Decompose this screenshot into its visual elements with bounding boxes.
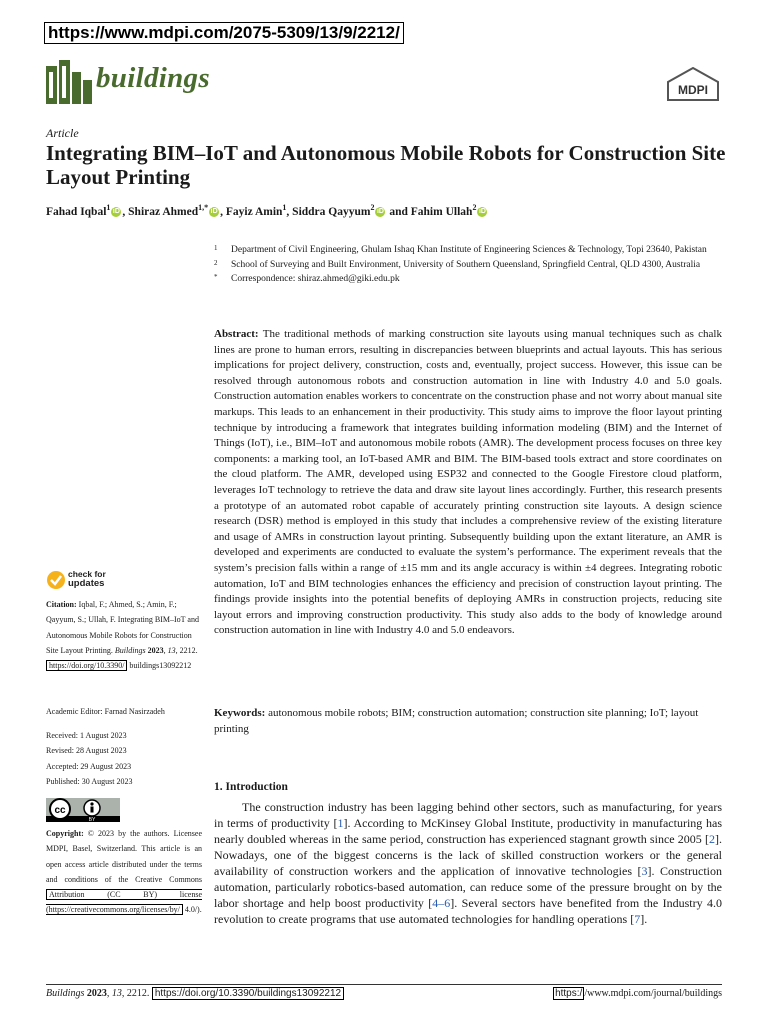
mdpi-logo-icon	[666, 67, 720, 101]
author-name: Fayiz Amin	[225, 205, 283, 218]
intro-text-segment: ]. According to McKinsey Global Institute, productivity in manufacturing has nearly doubled whereas in the same period, construction has experienced stagnant growth since 2005 [	[214, 816, 722, 846]
reference-link[interactable]: 3	[641, 864, 648, 878]
abstract-text: The traditional methods of marking construction site layouts using manual techniques such as chalk lines are prone to human errors, resulting in discrepancies between blueprints and actual layouts. This has serious implications for project delivery, construction, costs and, eventually, project success. However, this issue can be resolved through autonomous robots and construction automation in line with Industry 4.0 and 5.0 goals. Construction automation enables workers to concentrate on the construction phase and not worry about manual site markups. This leads to an enhancement in their productivity. This study aims to improve the floor layout printing technique by introducing a framework that integrates building information modeling (BIM) and the Internet of Things (IoT), i.e., BIM–IoT and autonomous mobile robots (AMR). The development process focuses on three key components: a marking tool, an IoT-based AMR and BIM. The BIM-based tools extract and store coordinates on the cloud platform. The AMR, developed using ESP32 and connected to the Google Firestore cloud platform, leverages IoT technology to retrieve the data and draw site layout lines accordingly. Further, this research presents a prototype of an automated robot capable of accurately printing construction site layouts. A design science research (DSR) method is employed in this study that includes a comprehensive review of the existing literature and usage of AMRs in construction layout printing. Subsequently building upon the extant literature, an AMR is developed and experiments are conducted to evaluate the system’s performance. The experiment reveals that the system’s precision falls within a range of ±15 mm and its angle accuracy is within ±4 degrees. Integrating robotic automation, IoT and BIM technologies enhances the efficiency and precision of construction layout printing. The findings provide insights into the potential benefits of deploying AMRs in construction projects, reducing site layout errors and improving construction productivity. This study also adds to the body of knowledge around construction automation in line with Industry 4.0 and 5.0 endeavors.	[214, 328, 722, 637]
author-separator: ,	[220, 205, 226, 218]
footer-doi-link[interactable]: https://doi.org/10.3390/buildings13092212	[152, 987, 344, 1000]
footer-year: 2023	[86, 988, 107, 999]
orcid-icon[interactable]: iD	[478, 208, 486, 216]
badge-line-1: check for	[68, 569, 106, 579]
orcid-icon[interactable]: iD	[376, 208, 384, 216]
date-item: Accepted: 29 August 2023	[46, 761, 132, 771]
citation-label: Citation:	[46, 600, 77, 609]
author-separator: ,	[122, 205, 129, 218]
citation-doi-suffix: buildings13092212	[129, 661, 192, 671]
citation-text: Iqbal, F.; Ahmed, S.; Amin, F.; Qayyum, S.; Ullah, F. Integrating BIM–IoT and Autonomous Mobile Robots for Construction Site Layout Printing.	[46, 600, 199, 655]
affiliation-item	[214, 259, 720, 272]
footer-citation: Buildings 2023, 13, 2212. https://doi.org/10.3390/buildings13092212	[46, 988, 344, 999]
affiliation-text: Correspondence: shiraz.ahmed@giki.edu.pk	[231, 274, 400, 284]
buildings-logo-icon	[46, 58, 92, 104]
copyright-tail: 4.0/).	[184, 905, 202, 915]
abstract-label: Abstract:	[214, 328, 259, 340]
footer-url-rest: /www.mdpi.com/journal/buildings	[584, 988, 722, 999]
keywords-label: Keywords:	[214, 707, 266, 719]
journal-name: buildings	[96, 62, 210, 94]
affiliations	[214, 244, 720, 288]
footer-article-no: , 2212.	[121, 988, 150, 999]
date-item: Received: 1 August 2023	[46, 731, 127, 740]
author-list	[46, 203, 488, 218]
reference-link[interactable]: 4–6	[432, 896, 451, 910]
citation-block: Citation: Iqbal, F.; Ahmed, S.; Amin, F.; Qayyum, S.; Ullah, F. Integrating BIM–IoT and Autonomous Mobile Robots for Construction Site Layout Printing. Buildings 2023, 13, 2212. https://doi.org/10.3390/ buildings13092212	[46, 600, 199, 671]
abstract	[214, 327, 722, 639]
author-separator: ,	[286, 205, 293, 218]
affiliation-item	[214, 273, 720, 286]
intro-text-segment: ].	[640, 912, 648, 926]
keywords	[214, 706, 722, 737]
citation-doi-link[interactable]: https://doi.org/10.3390/	[46, 660, 127, 671]
footer-journal-url[interactable]	[553, 988, 722, 999]
cc-by-license-icon	[46, 798, 120, 822]
author-name: Fahim Ullah	[410, 205, 473, 218]
article-title: Integrating BIM–IoT and Autonomous Mobile Robots for Construction Site Layout Printing	[46, 141, 726, 189]
reference-link[interactable]: 7	[634, 912, 641, 926]
footer-volume: 13	[111, 988, 122, 999]
affiliation-mark: *	[214, 273, 218, 281]
svg-text:cc: cc	[54, 805, 66, 816]
affiliation-mark: 1	[214, 244, 218, 252]
keywords-text: autonomous mobile robots; BIM; construction automation; construction site planning; IoT; layout printing	[214, 707, 699, 735]
check-for-updates-badge[interactable]	[46, 570, 146, 592]
section-heading: 1. Introduction	[214, 781, 288, 793]
badge-line-2: updates	[68, 578, 105, 589]
intro-text-segment: ]. Several sectors have benefited from the Industry 4.0 revolution to create programs that use automated technologies for handling operations [	[214, 896, 722, 926]
orcid-icon[interactable]: iD	[210, 208, 218, 216]
footer-url-prefix[interactable]: https:/	[555, 988, 583, 999]
article-dates	[46, 728, 202, 789]
copyright-label: Copyright:	[46, 829, 84, 838]
copyright-text: © 2023 by the authors. Licensee MDPI, Basel, Switzerland. This article is an open access article distributed under the terms and conditions of the Creative Commons	[46, 829, 203, 884]
author-affiliation-mark: 1	[106, 203, 111, 212]
author-affiliation-mark: 2	[472, 203, 477, 212]
publisher-name: MDPI	[678, 83, 708, 97]
intro-text-segment: ]. Construction automation, particularly robotics-based automation, can reduce some of the pressure brought on by the labor shortage and help boost productivity [	[214, 864, 722, 910]
footer-divider	[46, 984, 722, 985]
intro-paragraph	[214, 799, 722, 927]
affiliation-text: School of Surveying and Built Environment, University of Southern Queensland, Springfield Central, QLD 4300, Australia	[231, 259, 701, 270]
citation-pages: , 2212.	[175, 645, 198, 655]
author-affiliation-mark: 1	[282, 203, 287, 212]
affiliation-mark: 2	[214, 258, 218, 267]
page-url[interactable]: https://www.mdpi.com/2075-5309/13/9/2212/	[44, 22, 404, 44]
date-item: Revised: 28 August 2023	[46, 746, 127, 756]
copyright-block	[46, 826, 202, 918]
date-item: Published: 30 August 2023	[46, 776, 133, 786]
author-affiliation-mark: 2	[370, 203, 375, 212]
author-affiliation-mark: 1,*	[198, 203, 209, 212]
citation-year: 2023	[147, 645, 164, 655]
affiliation-text: Department of Civil Engineering, Ghulam Ishaq Khan Institute of Engineering Sciences & Technology, Topi 23640, Pakistan	[231, 245, 707, 255]
check-updates-icon	[46, 570, 66, 590]
license-link[interactable]: Attribution (CC BY) license (https://creativecommons.org/licenses/by/	[46, 890, 202, 915]
author-name: Fahad Iqbal	[46, 205, 107, 218]
reference-link[interactable]: 2	[709, 832, 715, 846]
reference-link[interactable]: 1	[337, 816, 344, 830]
author-name: Siddra Qayyum	[292, 205, 371, 218]
author-name: Shiraz Ahmed	[128, 205, 199, 218]
intro-text-segment: The construction industry has been lagging behind other sectors, such as manufacturing, for years in terms of productivity [	[214, 800, 722, 830]
citation-journal: Buildings	[114, 645, 146, 655]
intro-text-segment: ]. Nowadays, one of the biggest concerns is the lack of skilled construction workers or the general availability of construction workers and the application of innovative technologies [	[214, 832, 722, 878]
article-type: Article	[46, 126, 79, 140]
citation-volume: 13	[167, 645, 176, 655]
cc-by-label: BY	[88, 817, 96, 822]
academic-editor: Academic Editor: Farnad Nasirzadeh	[46, 707, 165, 716]
footer-journal: Buildings	[46, 988, 85, 999]
affiliation-item	[214, 244, 720, 257]
orcid-icon[interactable]: iD	[112, 208, 120, 216]
author-separator: and	[386, 205, 411, 218]
